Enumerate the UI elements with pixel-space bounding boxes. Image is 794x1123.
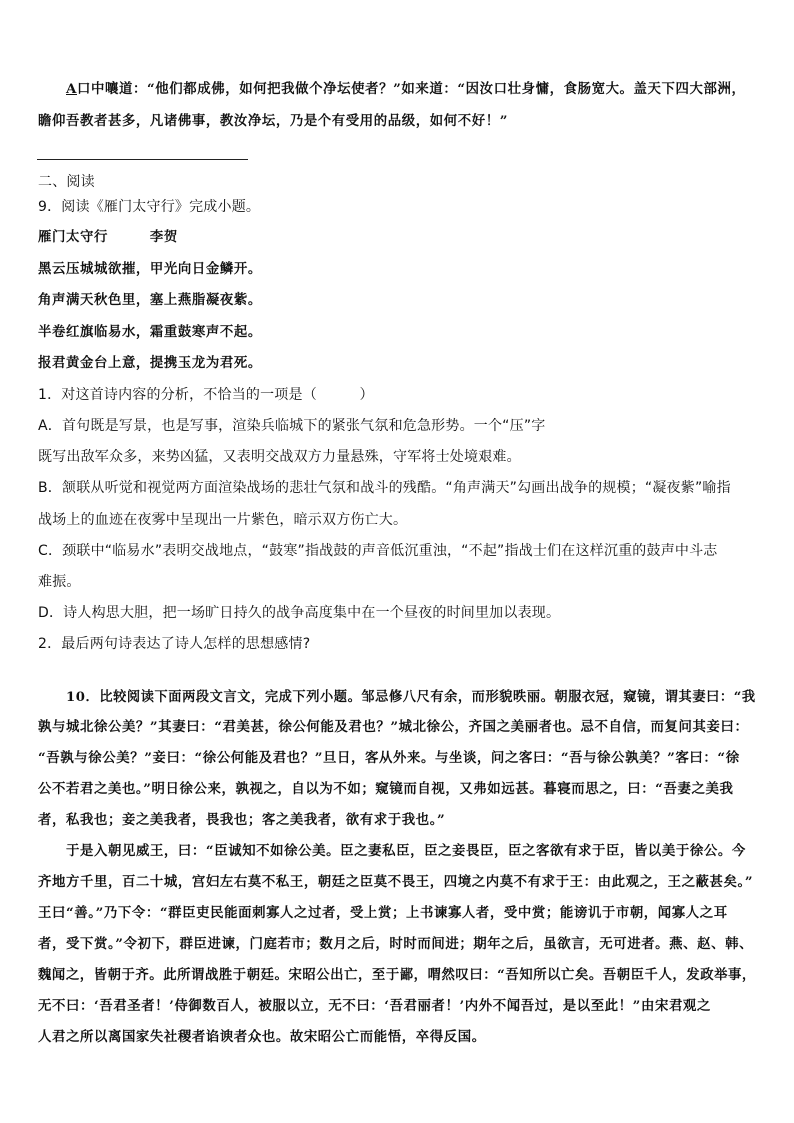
section-heading: 二、阅读 bbox=[38, 174, 95, 190]
underlined-letter: A bbox=[66, 81, 77, 97]
q10-line: 孰与城北徐公美？”其妻曰：“君美甚，徐公何能及君也？”城北徐公，齐国之美丽者也。忌不自信，而复问其妾曰： bbox=[38, 719, 749, 735]
option-c-line-1: C．颈联中“临易水”表明交战地点，“鼓寒”指战鼓的声音低沉重浊，“不起”指战士们在这样沉重的鼓声中斗志 bbox=[38, 543, 718, 559]
option-b-line-1: B．颔联从听觉和视觉两方面渲染战场的悲壮气氛和战斗的残酷。“角声满天”勾画出战争的规模；“凝夜紫”喻指 bbox=[38, 480, 731, 496]
passage-top-line-1 bbox=[66, 83, 756, 96]
passage-top-line-1-text: 口中嚷道：“他们都成佛，如何把我做个净坛使者？”如来道：“因汝口壮身慵，食肠宽大。盖天下四大部洲， bbox=[77, 81, 746, 97]
q10-line: 公不若君之美也。”明日徐公来，孰视之，自以为不如；窥镜而自视，又弗如远甚。暮寝而思之，曰：“吾妻之美我 bbox=[38, 781, 734, 797]
q10-line: 者，受下赏。”令初下，群臣进谏，门庭若市；数月之后，时时而间进；期年之后，虽欲言，无可进者。燕、赵、韩、 bbox=[38, 936, 754, 952]
q10-line: 王曰“善。”乃下令：“群臣吏民能面刺寡人之过者，受上赏；上书谏寡人者，受中赏；能谤讥于市朝，闻寡人之耳 bbox=[38, 905, 728, 921]
divider-rule bbox=[37, 159, 248, 160]
q10-line: “吾孰与徐公美？”妾曰：“徐公何能及君也？”旦日，客从外来。与坐谈，问之客曰：“吾与徐公孰美？”客曰：“徐 bbox=[38, 750, 740, 766]
question-9-intro: 9．阅读《雁门太守行》完成小题。 bbox=[38, 199, 261, 215]
q10-line: 者，私我也；妾之美我者，畏我也；客之美我者，欲有求于我也。” bbox=[38, 812, 446, 828]
poem-line: 角声满天秋色里，塞上燕脂凝夜紫。 bbox=[38, 292, 262, 308]
option-c-line-2: 难振。 bbox=[38, 574, 81, 590]
passage-top-line-2: 瞻仰吾教者甚多，凡诸佛事，教汝净坛，乃是个有受用的品级，如何不好！” bbox=[38, 113, 508, 129]
q10-line: 10．比较阅读下面两段文言文，完成下列小题。邹忌修八尺有余，而形貌昳丽。朝服衣冠，窥镜，谓其妻曰：“我 bbox=[66, 689, 756, 705]
poem-line: 半卷红旗临易水，霜重鼓寒声不起。 bbox=[38, 324, 262, 340]
option-b-line-2: 战场上的血迹在夜雾中呈现出一片紫色，暗示双方伤亡大。 bbox=[38, 512, 408, 528]
option-d: D．诗人构思大胆，把一场旷日持久的战争高度集中在一个昼夜的时间里加以表现。 bbox=[38, 605, 561, 621]
option-a-line-1: A．首句既是写景，也是写事，渲染兵临城下的紧张气氛和危急形势。一个“压”字 bbox=[38, 418, 546, 434]
q10-line: 无不曰：‘吾君圣者！’侍御数百人，被服以立，无不曰：‘吾君丽者！’内外不闻吾过，是以至此！”由宋君观之 bbox=[38, 998, 711, 1014]
poem-title: 雁门太守行 李贺 bbox=[38, 229, 178, 245]
q10-line: 人君之所以离国家失社稷者谄谀者众也。故宋昭公亡而能悟，卒得反国。 bbox=[38, 1029, 486, 1045]
option-a-line-2: 既写出敌军众多，来势凶猛，又表明交战双方力量悬殊，守军将士处境艰难。 bbox=[38, 449, 521, 465]
q10-line: 魏闻之，皆朝于齐。此所谓战胜于朝廷。宋昭公出亡，至于鄙，喟然叹曰：“吾知所以亡矣。吾朝臣千人，发政举事， bbox=[38, 967, 756, 983]
poem-line: 报君黄金台上意，提携玉龙为君死。 bbox=[38, 355, 262, 371]
poem-line: 黑云压城城欲摧，甲光向日金鳞开。 bbox=[38, 261, 262, 277]
question-9-1: 1．对这首诗内容的分析，不恰当的一项是（ ） bbox=[38, 387, 374, 403]
q10-line: 于是入朝见威王，曰：“臣诚知不如徐公美。臣之妻私臣，臣之妾畏臣，臣之客欲有求于臣，皆以美于徐公。今 bbox=[66, 843, 746, 859]
q10-line: 齐地方千里，百二十城，宫妇左右莫不私王，朝廷之臣莫不畏王，四境之内莫不有求于王：由此观之，王之蔽甚矣。” bbox=[38, 874, 754, 890]
question-9-2: 2．最后两句诗表达了诗人怎样的思想感情? bbox=[38, 636, 311, 652]
